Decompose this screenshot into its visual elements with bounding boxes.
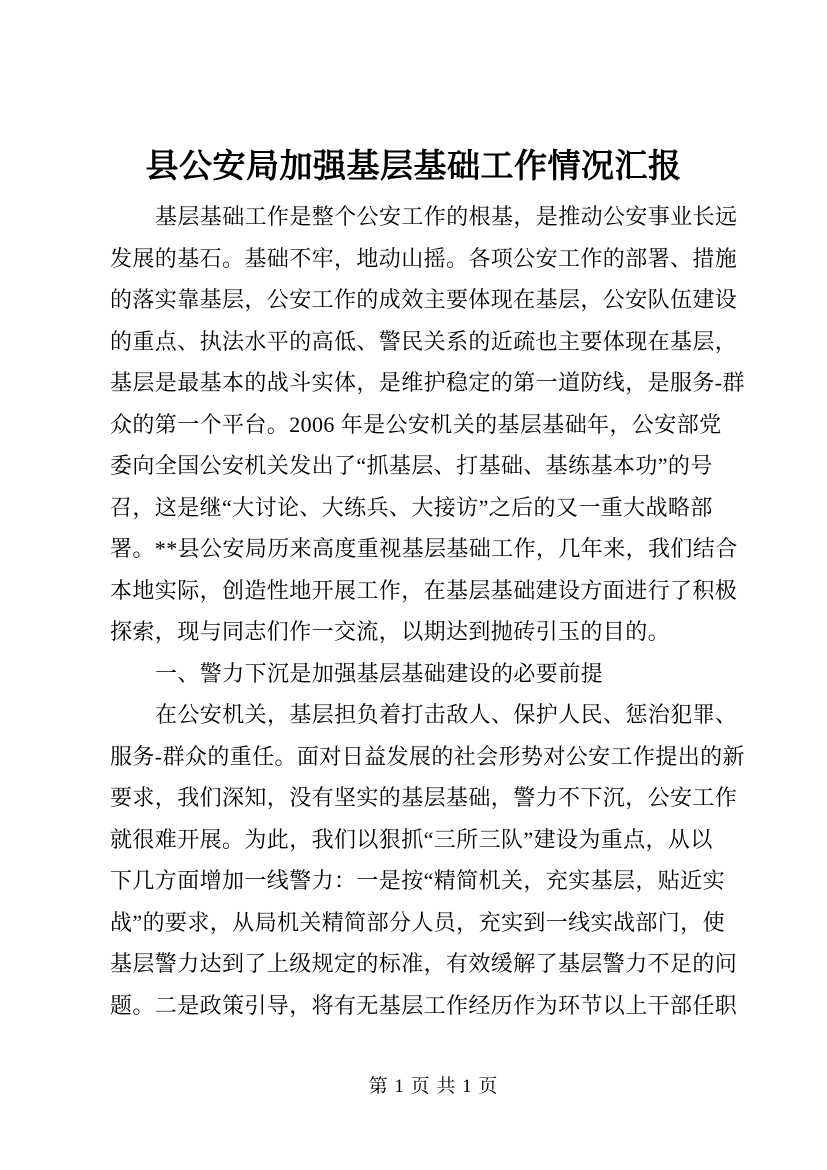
text-line: 题。二是政策引导，将有无基层工作经历作为环节以上干部任职 xyxy=(110,992,738,1018)
text-line: 探索，现与同志们作一交流，以期达到抛砖引玉的目的。 xyxy=(110,619,671,644)
text-line: 下几方面增加一线警力：一是按“精简机关，充实基层，贴近实 xyxy=(110,868,725,893)
text-line: 召，这是继“大讨论、大练兵、大接访”之后的又一重大战略部 xyxy=(110,494,713,520)
paragraph xyxy=(110,196,750,653)
text-line: 基层警力达到了上级规定的标准，有效缓解了基层警力不足的问 xyxy=(110,951,738,976)
document-title: 县公安局加强基层基础工作情况汇报 xyxy=(145,149,682,185)
page-number-text: 第 1 页 共 1 页 xyxy=(368,1076,499,1097)
text-line: 就很难开展。为此，我们以狠抓“三所三队”建设为重点，从以 xyxy=(110,826,713,852)
page-footer xyxy=(0,1072,827,1102)
text-line: 在公安机关，基层担负着打击敌人、保护人民、惩治犯罪、 xyxy=(155,702,738,727)
text-line: 委向全国公安机关发出了“抓基层、打基础、基练基本功”的号 xyxy=(110,453,713,478)
text-line: 要求，我们深知，没有坚实的基层基础，警力不下沉，公安工作 xyxy=(110,785,738,810)
text-line: 基层是最基本的战斗实体，是维护稳定的第一道防线，是服务-群 xyxy=(110,370,745,395)
text-line: 本地实际，创造性地开展工作，在基层基础建设方面进行了积极 xyxy=(110,577,738,603)
document-body xyxy=(110,196,750,1026)
text-line: 的重点、执法水平的高低、警民关系的近疏也主要体现在基层， xyxy=(110,328,738,354)
text-line: 服务-群众的重任。面对日益发展的社会形势对公安工作提出的新 xyxy=(110,743,745,769)
text-line: 的落实靠基层，公安工作的成效主要体现在基层，公安队伍建设 xyxy=(110,287,738,312)
paragraph xyxy=(110,694,750,1026)
text-line: 基层基础工作是整个公安工作的根基，是推动公安事业长远 xyxy=(155,204,738,229)
text-line: 署。**县公安局历来高度重视基层基础工作，几年来，我们结合 xyxy=(110,536,738,561)
text-line: 众的第一个平台。2006 年是公安机关的基层基础年，公安部党 xyxy=(110,411,722,437)
text-line: 发展的基石。基础不牢，地动山摇。各项公安工作的部署、措施 xyxy=(110,245,738,271)
text-line: 一、警力下沉是加强基层基础建设的必要前提 xyxy=(155,660,604,686)
text-line: 战”的要求，从局机关精简部分人员，充实到一线实战部门，使 xyxy=(110,909,725,935)
section-heading xyxy=(110,653,750,695)
